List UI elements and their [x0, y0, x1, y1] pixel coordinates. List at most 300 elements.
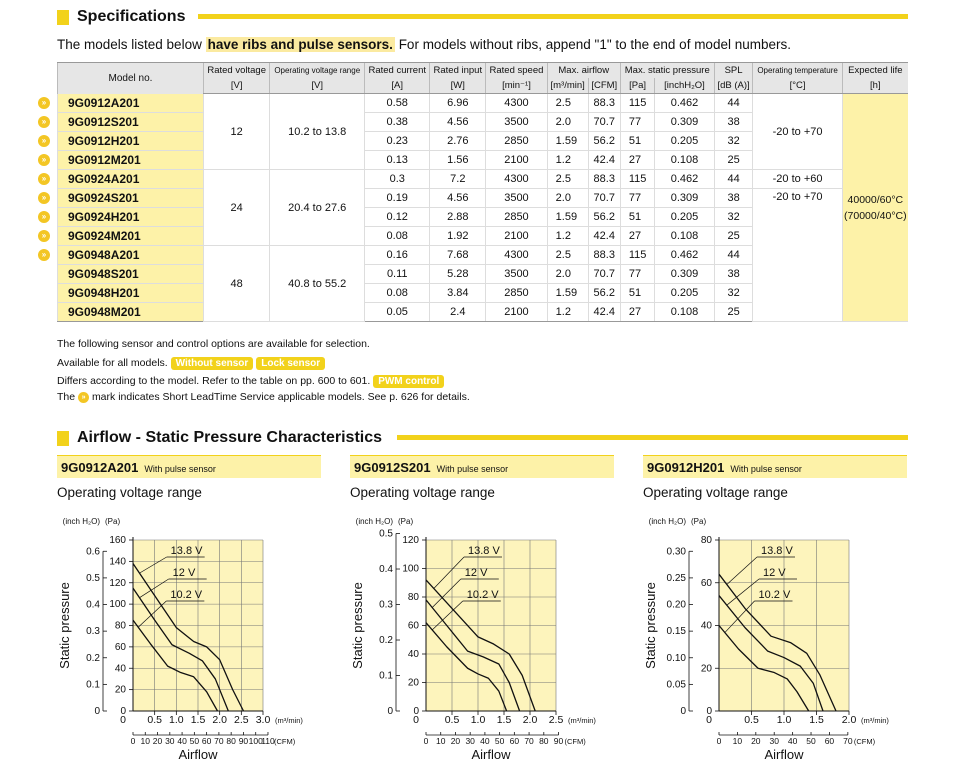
rated-input: 5.28: [430, 265, 486, 284]
series-label: 13.8 V: [170, 545, 203, 557]
pressure-inch: 0.108: [655, 303, 714, 322]
x-tick-label: 2.0: [522, 714, 538, 726]
specifications-table-body: [58, 94, 909, 322]
x-tick-label: 1.5: [809, 714, 824, 726]
pressure-pa: 77: [620, 113, 655, 132]
airflow-m3: 1.59: [547, 208, 588, 227]
short-lead-mark-icon: »: [38, 173, 50, 185]
short-lead-mark-icon: »: [38, 97, 50, 109]
airflow-cfm: 88.3: [588, 94, 620, 113]
y-tick-label-inch: 0: [94, 706, 100, 717]
header-rated-speed: Rated speed: [486, 63, 547, 79]
y-tick-label-pa: 0: [120, 706, 126, 717]
series-label: 12 V: [464, 567, 488, 579]
rated-input: 2.88: [430, 208, 486, 227]
rated-current: 0.12: [365, 208, 430, 227]
model-number: 9G0924H201: [58, 208, 204, 227]
model-number: 9G0948A201: [58, 246, 204, 265]
header-operating-temperature: Operating temperature: [753, 63, 842, 79]
note-differs-text: Differs according to the model. Refer to the table on pp. 600 to 601.: [57, 375, 371, 387]
y-tick-label-inch: 0.4: [86, 599, 100, 611]
rated-speed: 2850: [486, 132, 547, 151]
cfm-tick-label: 30: [165, 736, 175, 746]
x-tick-label: 0.5: [744, 714, 759, 726]
airflow-m3: 2.0: [547, 189, 588, 208]
y-tick-label-inch: 0.2: [86, 652, 100, 664]
airflow-cfm: 56.2: [588, 208, 620, 227]
pressure-pa: 27: [620, 303, 655, 322]
x-unit-cfm: (CFM): [853, 737, 876, 746]
note-mark-after: mark indicates Short LeadTime Service applicable models. See p. 626 for details.: [91, 391, 470, 403]
y-tick-label-inch: 0.2: [379, 635, 393, 647]
y-unit-inch: (inch H₂O): [648, 517, 686, 526]
cfm-tick-label: 70: [843, 736, 853, 746]
airflow-cfm: 56.2: [588, 132, 620, 151]
chart-panel-2: [350, 455, 616, 773]
x-tick-label: 2.5: [548, 714, 564, 726]
specifications-intro: [57, 37, 791, 52]
cfm-tick-label: 10: [140, 736, 151, 746]
header-spl: SPL: [714, 63, 753, 79]
model-number: 9G0912S201: [58, 113, 204, 132]
without-sensor-badge: Without sensor: [171, 357, 254, 370]
note-line-3: [57, 375, 444, 388]
spl: 32: [714, 208, 753, 227]
cfm-tick-label: 50: [494, 736, 505, 746]
cfm-tick-label: 30: [769, 736, 779, 746]
rated-input: 4.56: [430, 113, 486, 132]
series-label: 10.2 V: [466, 589, 499, 601]
model-number: 9G0948M201: [58, 303, 204, 322]
rated-speed: 2100: [486, 227, 547, 246]
y-tick-label-inch: 0.5: [86, 572, 100, 584]
pressure-inch: 0.205: [655, 284, 714, 303]
y-axis-label: Static pressure: [643, 582, 658, 669]
y-tick-label-pa: 20: [700, 663, 712, 675]
rated-current: 0.11: [365, 265, 430, 284]
spl: 25: [714, 227, 753, 246]
airflow-m3: 2.0: [547, 113, 588, 132]
operating-voltage-range: 10.2 to 13.8: [270, 94, 365, 170]
y-tick-label-inch: 0.4: [379, 564, 393, 576]
model-number: 9G0912A201: [58, 94, 204, 113]
cfm-tick-label: 100: [248, 736, 263, 746]
cfm-tick-label: 40: [177, 736, 187, 746]
pulse-sensor-note: With pulse sensor: [730, 464, 802, 474]
airflow-m3: 2.5: [547, 94, 588, 113]
unit-spl: [dB (A)]: [714, 78, 753, 94]
rated-input: 1.56: [430, 151, 486, 170]
cfm-tick-label: 20: [450, 736, 461, 746]
table-row: [58, 189, 909, 208]
spl: 25: [714, 151, 753, 170]
airflow-m3: 1.2: [547, 303, 588, 322]
series-label: 13.8 V: [761, 545, 793, 557]
header-rated-input: Rated input: [430, 63, 486, 79]
short-lead-mark-icon: »: [38, 192, 50, 204]
spl: 44: [714, 94, 753, 113]
pressure-inch: 0.309: [655, 265, 714, 284]
rated-speed: 2850: [486, 284, 547, 303]
rated-current: 0.38: [365, 113, 430, 132]
airflow-m3: 2.0: [547, 265, 588, 284]
pressure-pa: 115: [620, 246, 655, 265]
chart-model: 9G0912A201 With pulse sensor: [61, 460, 216, 475]
cfm-tick-label: 10: [435, 736, 446, 746]
pressure-pa: 51: [620, 208, 655, 227]
pressure-inch: 0.309: [655, 189, 714, 208]
spl: 44: [714, 170, 753, 189]
spl: 38: [714, 265, 753, 284]
airflow-cfm: 56.2: [588, 284, 620, 303]
chart-model: 9G0912H201 With pulse sensor: [647, 460, 802, 475]
operating-temperature: -20 to +70: [753, 189, 842, 322]
x-origin-label: 0: [706, 714, 712, 726]
unit-airflow-m3: [m³/min]: [547, 78, 588, 94]
y-unit-pa: (Pa): [398, 517, 414, 526]
pressure-pa: 77: [620, 265, 655, 284]
y-tick-label-pa: 20: [114, 684, 126, 696]
chart-subtitle: Operating voltage range: [57, 485, 202, 500]
header-max-static-pressure: Max. static pressure: [620, 63, 714, 79]
y-tick-label-pa: 80: [114, 620, 126, 632]
rated-speed: 3500: [486, 189, 547, 208]
chart-subtitle: Operating voltage range: [643, 485, 788, 500]
table-row: [58, 94, 909, 113]
spl: 44: [714, 246, 753, 265]
short-lead-mark-icon: »: [78, 392, 89, 403]
rated-speed: 4300: [486, 94, 547, 113]
y-tick-label-inch: 0.3: [379, 599, 393, 611]
chart-subtitle: Operating voltage range: [350, 485, 495, 500]
airflow-m3: 2.5: [547, 170, 588, 189]
operating-voltage-range: 40.8 to 55.2: [270, 246, 365, 322]
unit-pressure-inch: [inchH₂O]: [655, 78, 714, 94]
header-max-airflow: Max. airflow: [547, 63, 620, 79]
y-tick-label-pa: 20: [407, 677, 419, 689]
header-expected-life: Expected life: [842, 63, 908, 79]
rated-input: 3.84: [430, 284, 486, 303]
series-label: 13.8 V: [468, 545, 500, 557]
rated-input: 7.68: [430, 246, 486, 265]
pressure-pa: 77: [620, 189, 655, 208]
rated-input: 2.4: [430, 303, 486, 322]
intro-text-after: For models without ribs, append "1" to the end of model numbers.: [398, 37, 791, 52]
heading-rule: [198, 14, 908, 19]
airflow-m3: 2.5: [547, 246, 588, 265]
y-tick-label-pa: 80: [700, 535, 712, 546]
rated-current: 0.19: [365, 189, 430, 208]
airflow-m3: 1.2: [547, 151, 588, 170]
specifications-title: Specifications: [77, 8, 186, 25]
model-number: 9G0912M201: [58, 151, 204, 170]
y-tick-label-pa: 40: [407, 649, 419, 660]
x-tick-label: 1.5: [190, 714, 206, 726]
y-tick-label-inch: 0.20: [666, 599, 686, 611]
cfm-tick-label: 70: [524, 736, 534, 746]
model-number: 9G0948S201: [58, 265, 204, 284]
unit-rated-speed: [min⁻¹]: [486, 78, 547, 94]
pressure-inch: 0.108: [655, 151, 714, 170]
x-axis-label: Airflow: [471, 747, 511, 762]
pulse-sensor-note: With pulse sensor: [436, 464, 509, 474]
header-model: Model no.: [58, 63, 204, 94]
heading-marker: [57, 431, 69, 446]
chart-model: 9G0912S201 With pulse sensor: [354, 460, 509, 475]
unit-expected-life: [h]: [842, 78, 908, 94]
y-tick-label-pa: 120: [402, 535, 419, 546]
y-tick-label-inch: 0.15: [666, 626, 686, 638]
rated-speed: 4300: [486, 170, 547, 189]
rated-input: 1.92: [430, 227, 486, 246]
cfm-tick-label: 50: [189, 736, 200, 746]
rated-speed: 3500: [486, 113, 547, 132]
specifications-heading: [57, 8, 185, 26]
note-line-4: [57, 391, 470, 403]
pressure-inch: 0.205: [655, 132, 714, 151]
rated-voltage: 24: [204, 170, 270, 246]
spl: 38: [714, 189, 753, 208]
spl: 32: [714, 132, 753, 151]
series-label: 10.2 V: [758, 589, 791, 601]
model-number: 9G0948H201: [58, 284, 204, 303]
y-tick-label-pa: 40: [114, 663, 126, 675]
short-lead-mark-icon: »: [38, 154, 50, 166]
header-rated-voltage: Rated voltage: [204, 63, 270, 79]
cfm-tick-label: 90: [553, 736, 564, 746]
short-lead-mark-icon: »: [38, 249, 50, 261]
rated-current: 0.16: [365, 246, 430, 265]
cfm-tick-label: 60: [824, 736, 835, 746]
intro-text: The models listed below: [57, 37, 202, 52]
airflow-m3: 1.59: [547, 132, 588, 151]
pressure-inch: 0.462: [655, 246, 714, 265]
y-tick-label-pa: 100: [402, 563, 419, 575]
short-lead-mark-icon: »: [38, 211, 50, 223]
series-label: 12 V: [763, 567, 786, 579]
expected-life-value: 40000/60°C: [847, 193, 904, 206]
expected-life-alt: (70000/40°C): [844, 209, 907, 222]
unit-operating-temperature: [°C]: [753, 78, 842, 94]
x-tick-label: 3.0: [255, 714, 271, 726]
specifications-table: [57, 62, 908, 322]
y-unit-inch: (inch H₂O): [355, 517, 393, 526]
y-tick-label-pa: 60: [700, 577, 712, 589]
y-tick-label-pa: 40: [700, 620, 712, 632]
unit-operating-voltage: [V]: [270, 78, 365, 94]
header-rated-current: Rated current: [365, 63, 430, 79]
model-number: 9G0924A201: [58, 170, 204, 189]
rated-input: 4.56: [430, 189, 486, 208]
x-tick-label: 2.0: [212, 714, 227, 726]
heading-marker: [57, 10, 69, 25]
pressure-pa: 51: [620, 132, 655, 151]
x-axis-label: Airflow: [178, 747, 218, 762]
y-tick-label-inch: 0: [387, 706, 393, 717]
airflow-cfm: 88.3: [588, 246, 620, 265]
short-lead-mark-icon: »: [38, 230, 50, 242]
x-tick-label: 1.0: [169, 714, 184, 726]
cfm-tick-label: 60: [509, 736, 520, 746]
operating-temperature: -20 to +60: [753, 170, 842, 189]
airflow-m3: 1.2: [547, 227, 588, 246]
y-tick-label-inch: 0.6: [86, 546, 100, 558]
header-operating-voltage: Operating voltage range: [270, 63, 365, 79]
cfm-tick-label: 80: [226, 736, 236, 746]
airflow-m3: 1.59: [547, 284, 588, 303]
y-tick-label-pa: 0: [706, 706, 712, 717]
cfm-tick-label: 110: [261, 736, 275, 746]
y-tick-label-inch: 0.5: [379, 528, 393, 540]
table-row: [58, 170, 909, 189]
cfm-tick-label: 10: [732, 736, 743, 746]
rated-current: 0.23: [365, 132, 430, 151]
rated-current: 0.3: [365, 170, 430, 189]
model-number: 9G0924S201: [58, 189, 204, 208]
operating-voltage-range: 20.4 to 27.6: [270, 170, 365, 246]
cfm-tick-label: 20: [751, 736, 761, 746]
y-tick-label-pa: 100: [109, 599, 126, 611]
x-origin-label: 0: [413, 714, 419, 726]
rated-voltage: 12: [204, 94, 270, 170]
note-mark-before: The: [57, 391, 76, 403]
airflow-cfm: 70.7: [588, 113, 620, 132]
unit-airflow-cfm: [CFM]: [588, 78, 620, 94]
chart-panel-1: [57, 455, 323, 773]
x-unit-m3: (m³/min): [861, 716, 889, 725]
model-number: 9G0924M201: [58, 227, 204, 246]
airflow-cfm: 88.3: [588, 170, 620, 189]
rated-input: 7.2: [430, 170, 486, 189]
pressure-inch: 0.205: [655, 208, 714, 227]
x-unit-m3: (m³/min): [275, 716, 303, 725]
x-tick-label: 1.5: [496, 714, 512, 726]
short-lead-mark-icon: »: [38, 116, 50, 128]
pressure-pa: 115: [620, 170, 655, 189]
rated-speed: 2100: [486, 151, 547, 170]
chart-panel-3: [643, 455, 909, 773]
unit-rated-input: [W]: [430, 78, 486, 94]
x-tick-label: 0.5: [147, 714, 162, 726]
rated-current: 0.08: [365, 227, 430, 246]
x-tick-label: 1.0: [776, 714, 792, 726]
y-tick-label-inch: 0.05: [666, 679, 686, 691]
y-tick-label-inch: 0.10: [666, 652, 686, 664]
heading-rule: [397, 435, 908, 440]
cfm-tick-label: 20: [152, 736, 163, 746]
y-tick-label-inch: 0.1: [379, 670, 393, 682]
airflow-cfm: 42.4: [588, 303, 620, 322]
x-unit-cfm: (CFM): [273, 737, 296, 746]
cfm-tick-label: 80: [539, 736, 549, 746]
y-tick-label-inch: 0.1: [86, 679, 100, 691]
rated-current: 0.08: [365, 284, 430, 303]
rated-speed: 2850: [486, 208, 547, 227]
y-tick-label-inch: 0.3: [86, 626, 100, 638]
pulse-sensor-note: With pulse sensor: [144, 464, 216, 474]
airflow-title: Airflow - Static Pressure Characteristics: [77, 429, 383, 446]
rated-current: 0.05: [365, 303, 430, 322]
cfm-tick-label: 50: [806, 736, 816, 746]
pressure-inch: 0.108: [655, 227, 714, 246]
pq-chart-1: [57, 455, 323, 773]
pressure-pa: 27: [620, 151, 655, 170]
cfm-tick-label: 70: [214, 736, 224, 746]
y-tick-label-inch: 0: [680, 706, 686, 717]
airflow-cfm: 42.4: [588, 227, 620, 246]
x-tick-label: 0.5: [444, 714, 460, 726]
spl: 38: [714, 113, 753, 132]
rated-speed: 3500: [486, 265, 547, 284]
series-label: 10.2 V: [170, 589, 203, 601]
x-origin-label: 0: [120, 714, 126, 726]
rated-input: 2.76: [430, 132, 486, 151]
rated-current: 0.13: [365, 151, 430, 170]
y-unit-inch: (inch H₂O): [62, 517, 100, 526]
y-tick-label-pa: 0: [413, 706, 419, 717]
unit-rated-current: [A]: [365, 78, 430, 94]
pressure-inch: 0.309: [655, 113, 714, 132]
note-available-text: Available for all models.: [57, 357, 168, 369]
y-unit-pa: (Pa): [691, 517, 707, 526]
y-tick-label-pa: 80: [407, 592, 419, 603]
x-tick-label: 1.0: [470, 714, 486, 726]
note-line-2: [57, 357, 325, 370]
y-tick-label-pa: 160: [109, 535, 126, 546]
pq-chart-2: [350, 455, 616, 773]
y-tick-label-inch: 0.30: [666, 546, 686, 558]
pressure-pa: 115: [620, 94, 655, 113]
y-tick-label-pa: 60: [114, 641, 126, 653]
airflow-heading: [57, 429, 382, 447]
operating-temperature: -20 to +70: [753, 94, 842, 170]
pressure-inch: 0.462: [655, 94, 714, 113]
rated-speed: 4300: [486, 246, 547, 265]
spl: 32: [714, 284, 753, 303]
y-unit-pa: (Pa): [105, 517, 121, 526]
cfm-tick-label: 0: [423, 736, 429, 746]
cfm-tick-label: 90: [238, 736, 249, 746]
airflow-cfm: 70.7: [588, 265, 620, 284]
rated-speed: 2100: [486, 303, 547, 322]
unit-pressure-pa: [Pa]: [620, 78, 655, 94]
unit-rated-voltage: [V]: [204, 78, 270, 94]
lock-sensor-badge: Lock sensor: [256, 357, 325, 370]
y-tick-label-inch: 0.25: [666, 572, 686, 584]
cfm-tick-label: 30: [465, 736, 475, 746]
y-axis-label: Static pressure: [350, 582, 365, 669]
short-lead-mark-icon: »: [38, 135, 50, 147]
cfm-tick-label: 40: [480, 736, 490, 746]
y-axis-label: Static pressure: [57, 582, 72, 669]
x-unit-cfm: (CFM): [564, 737, 586, 746]
intro-highlight: have ribs and pulse sensors.: [207, 37, 393, 52]
airflow-cfm: 70.7: [588, 189, 620, 208]
spl: 25: [714, 303, 753, 322]
rated-input: 6.96: [430, 94, 486, 113]
x-axis-label: Airflow: [764, 747, 804, 762]
expected-life: [842, 94, 908, 322]
pressure-pa: 51: [620, 284, 655, 303]
pressure-inch: 0.462: [655, 170, 714, 189]
pq-chart-3: [643, 455, 909, 773]
x-tick-label: 2.0: [841, 714, 857, 726]
series-label: 12 V: [172, 567, 196, 579]
cfm-tick-label: 0: [716, 736, 722, 746]
airflow-cfm: 42.4: [588, 151, 620, 170]
cfm-tick-label: 40: [787, 736, 798, 746]
rated-voltage: 48: [204, 246, 270, 322]
